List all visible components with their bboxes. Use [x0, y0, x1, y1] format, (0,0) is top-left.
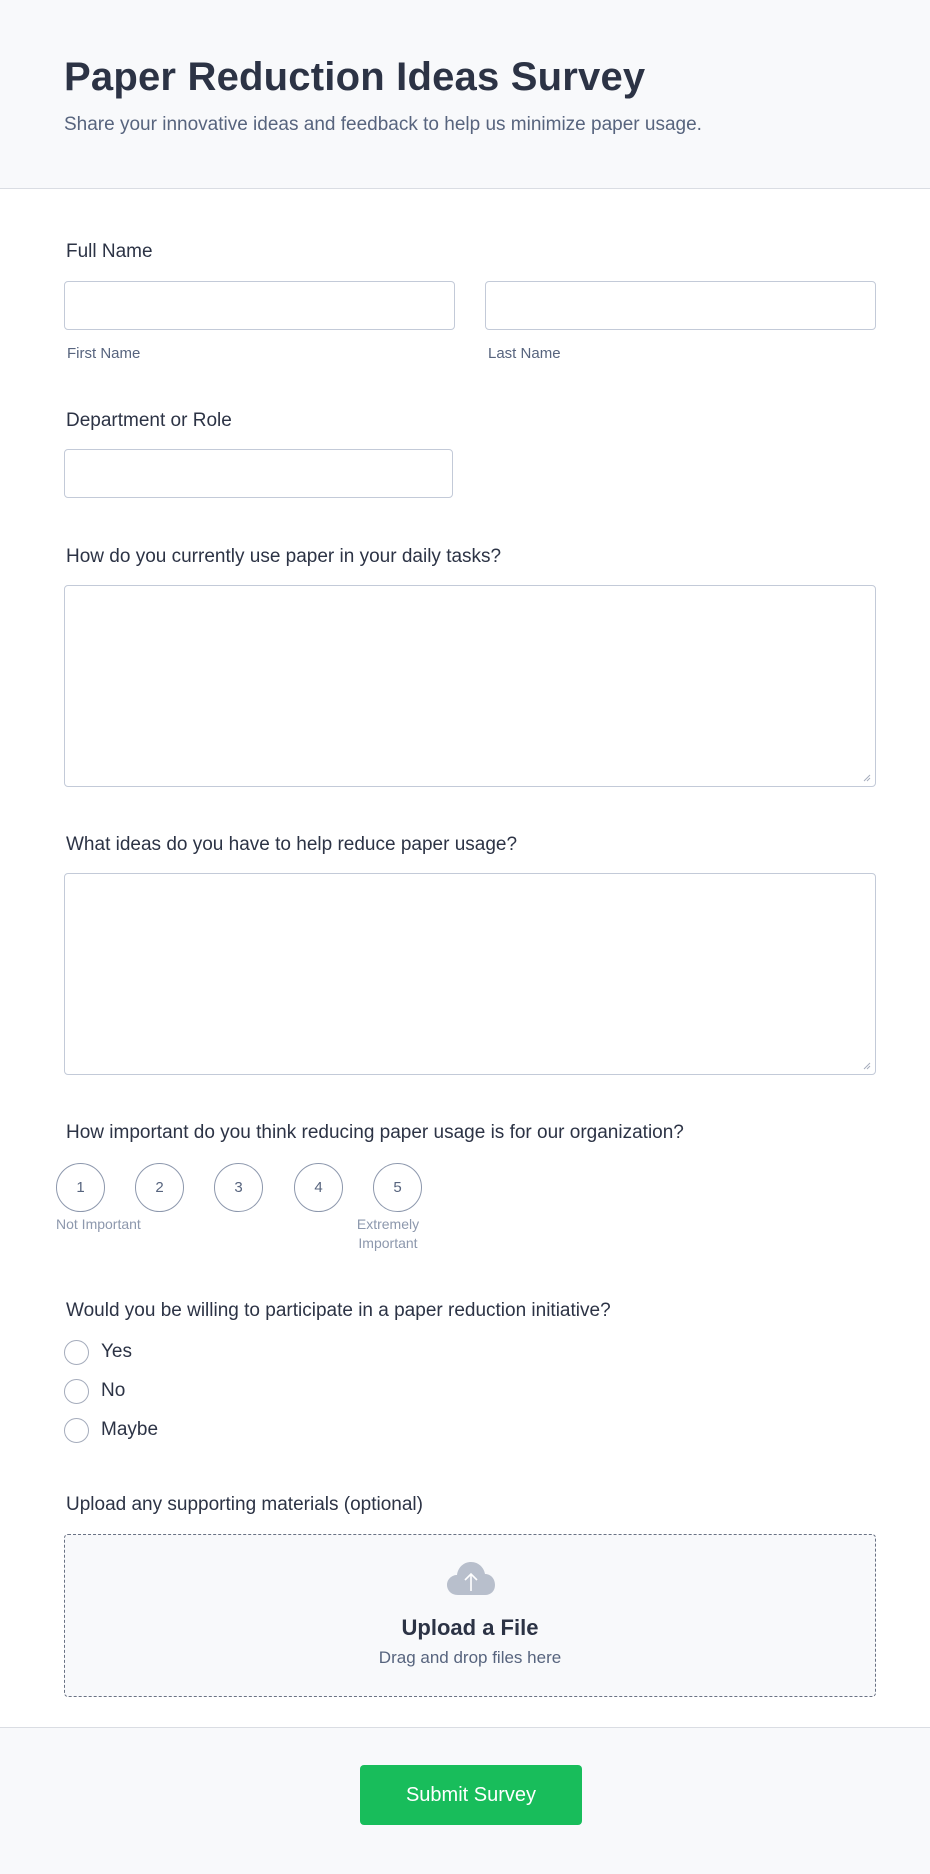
participate-label: Would you be willing to participate in a paper reduction initiative?: [66, 1300, 611, 1321]
last-name-input[interactable]: [485, 281, 876, 330]
department-input[interactable]: [64, 449, 453, 498]
survey-form: [0, 189, 930, 1727]
radio-label: Yes: [101, 1341, 132, 1362]
scale-option-2[interactable]: 2: [135, 1163, 184, 1212]
page-subtitle: Share your innovative ideas and feedback to help us minimize paper usage.: [64, 114, 702, 135]
scale-max-caption: [348, 1215, 428, 1253]
cloud-upload-icon: [446, 1561, 496, 1597]
upload-title: Upload a File: [401, 1615, 539, 1640]
radio-circle[interactable]: [64, 1418, 89, 1443]
radio-circle[interactable]: [64, 1379, 89, 1404]
form-footer: [0, 1727, 930, 1874]
importance-label: How important do you think reducing paper usage is for our organization?: [66, 1122, 684, 1143]
current-use-textarea[interactable]: [64, 585, 876, 787]
radio-circle[interactable]: [64, 1340, 89, 1365]
radio-label: No: [101, 1380, 126, 1401]
first-name-sublabel: First Name: [67, 345, 141, 362]
scale-option-1[interactable]: 1: [56, 1163, 105, 1212]
upload-label: Upload any supporting materials (optional): [66, 1494, 423, 1515]
resize-grip-icon[interactable]: [863, 1062, 871, 1070]
full-name-label: Full Name: [66, 241, 153, 262]
importance-scale: [0, 1163, 930, 1212]
last-name-sublabel: Last Name: [488, 345, 561, 362]
radio-label: Maybe: [101, 1419, 159, 1440]
scale-min-caption: Not Important: [56, 1216, 141, 1232]
first-name-input[interactable]: [64, 281, 455, 330]
scale-option-4[interactable]: 4: [294, 1163, 343, 1212]
ideas-textarea[interactable]: [64, 873, 876, 1075]
scale-option-3[interactable]: 3: [214, 1163, 263, 1212]
department-label: Department or Role: [66, 410, 232, 431]
scale-option-5[interactable]: 5: [373, 1163, 422, 1212]
scale-max-caption-line1: Extremely: [356, 1216, 420, 1232]
form-header: [0, 0, 930, 189]
file-upload-dropzone[interactable]: [64, 1534, 876, 1697]
radio-option-yes[interactable]: [64, 1339, 132, 1365]
page-title: Paper Reduction Ideas Survey: [64, 55, 646, 99]
ideas-label: What ideas do you have to help reduce paper usage?: [66, 834, 518, 855]
resize-grip-icon[interactable]: [863, 774, 871, 782]
current-use-label: How do you currently use paper in your daily tasks?: [66, 546, 502, 567]
radio-option-maybe[interactable]: [64, 1417, 158, 1443]
radio-option-no[interactable]: [64, 1378, 125, 1404]
scale-max-caption-line2: Important: [358, 1235, 418, 1251]
upload-subtitle: Drag and drop files here: [378, 1648, 562, 1667]
submit-button[interactable]: Submit Survey: [360, 1765, 582, 1825]
